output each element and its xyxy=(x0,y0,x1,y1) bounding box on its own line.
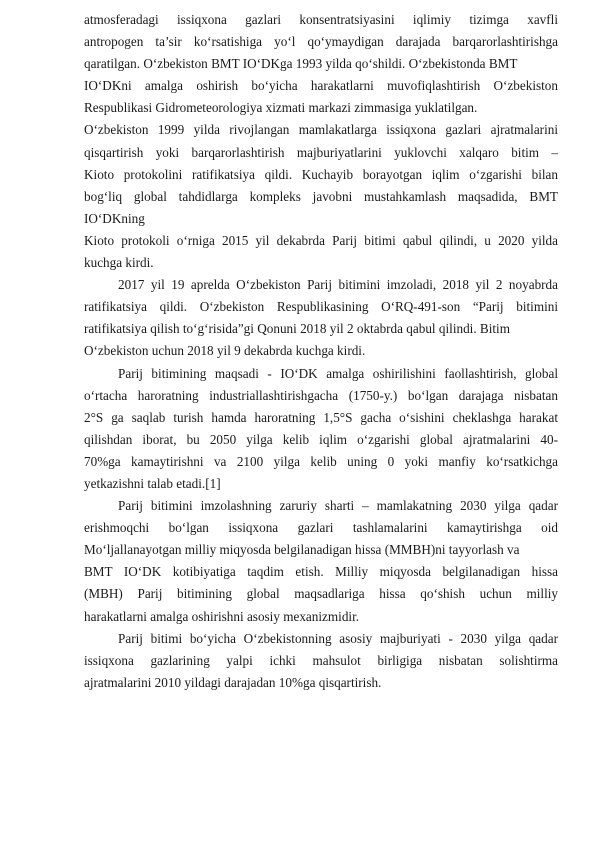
text-line: ratifikatsiya qildi. O‘zbekiston Respublikasining O‘RQ-491-son “Parij bitimini xyxy=(84,299,558,315)
text-line: qaratilgan. O‘zbekiston BMT IO‘DKga 1993 yilda qo‘shildi. O‘zbekistonda BMT xyxy=(84,56,518,72)
text-line: Kioto protokoli o‘rniga 2015 yil dekabrda Parij bitimi qabul qilindi, u 2020 yilda xyxy=(84,232,558,248)
text-line: Mo‘ljallanayotgan milliy miqyosda belgilanadigan hissa (MMBH)ni tayyorlash va xyxy=(84,542,520,558)
text-line: Parij bitimining maqsadi - IO‘DK amalga oshirilishini faollashtirish, global xyxy=(118,365,558,381)
text-line: IO‘DKning xyxy=(84,210,145,226)
text-line: 2017 yil 19 aprelda O‘zbekiston Parij bitimini imzoladi, 2018 yil 2 noyabrda xyxy=(118,277,558,293)
text-line: ratifikatsiya qilish to‘g‘risida”gi Qonuni 2018 yil 2 oktabrda qabul qilindi. Bitim xyxy=(84,321,510,337)
text-line: qisqartirish yoki barqarorlashtirish majburiyatlarini yuklovchi xalqaro bitim – xyxy=(84,144,558,160)
text-line: kuchga kirdi. xyxy=(84,255,154,271)
text-line: qilishdan iborat, bu 2050 yilga kelib iqlim o‘zgarishi global ajratmalarini 40- xyxy=(84,431,558,447)
text-line: antropogen ta’sir ko‘rsatishiga yo‘l qo‘ymaydigan darajada barqarorlashtirishga xyxy=(84,34,558,50)
text-line: issiqxona gazlarining yalpi ichki mahsulot birligiga nisbatan solishtirma xyxy=(84,652,558,668)
text-line: Kioto protokolini ratifikatsiya qildi. Kuchayib borayotgan iqlim o‘zgarishi bilan xyxy=(84,166,558,182)
text-line: yetkazishni talab etadi.[1] xyxy=(84,475,221,491)
text-line: 70%ga kamaytirishni va 2100 yilga kelib uning 0 yoki manfiy ko‘rsatkichga xyxy=(84,453,558,469)
text-line: IO‘DKni amalga oshirish bo‘yicha harakatlarni muvofiqlashtirish O‘zbekiston xyxy=(84,78,558,94)
text-line: Respublikasi Gidrometeorologiya xizmati markazi zimmasiga yuklatilgan. xyxy=(84,100,478,116)
text-line: atmosferadagi issiqxona gazlari konsentratsiyasini iqlimiy tizimga xavfli xyxy=(84,12,558,27)
text-line: bog‘liq global tahdidlarga kompleks javobni mustahkamlash maqsadida, BMT xyxy=(84,188,558,204)
text-line: o‘rtacha haroratning industriallashtirishgacha (1750-y.) bo‘lgan darajaga nisbatan xyxy=(84,387,558,403)
document-body xyxy=(84,9,558,694)
text-line: ajratmalarini 2010 yildagi darajadan 10%ga qisqartirish. xyxy=(84,674,382,690)
text-line: O‘zbekiston uchun 2018 yil 9 dekabrda kuchga kirdi. xyxy=(84,343,366,359)
text-line: Parij bitimi bo‘yicha O‘zbekistonning asosiy majburiyati - 2030 yilga qadar xyxy=(118,630,558,646)
text-line: Parij bitimini imzolashning zaruriy sharti – mamlakatning 2030 yilga qadar xyxy=(118,498,558,514)
text-line: harakatlarni amalga oshirishni asosiy mexanizmidir. xyxy=(84,608,360,624)
text-line: (MBH) Parij bitimining global maqsadlariga hissa qo‘shish uchun milliy xyxy=(84,586,558,602)
text-line: BMT IO‘DK kotibiyatiga taqdim etish. Milliy miqyosda belgilanadigan hissa xyxy=(84,564,558,580)
text-line: 2°S ga saqlab turish hamda haroratning 1,5°S gacha o‘sishini cheklashga harakat xyxy=(84,409,558,425)
text-line: erishmoqchi bo‘lgan issiqxona gazlari tashlamalarini kamaytirishga oid xyxy=(84,520,558,536)
text-line: O‘zbekiston 1999 yilda rivojlangan mamlakatlarga issiqxona gazlari ajratmalarini xyxy=(84,122,558,138)
